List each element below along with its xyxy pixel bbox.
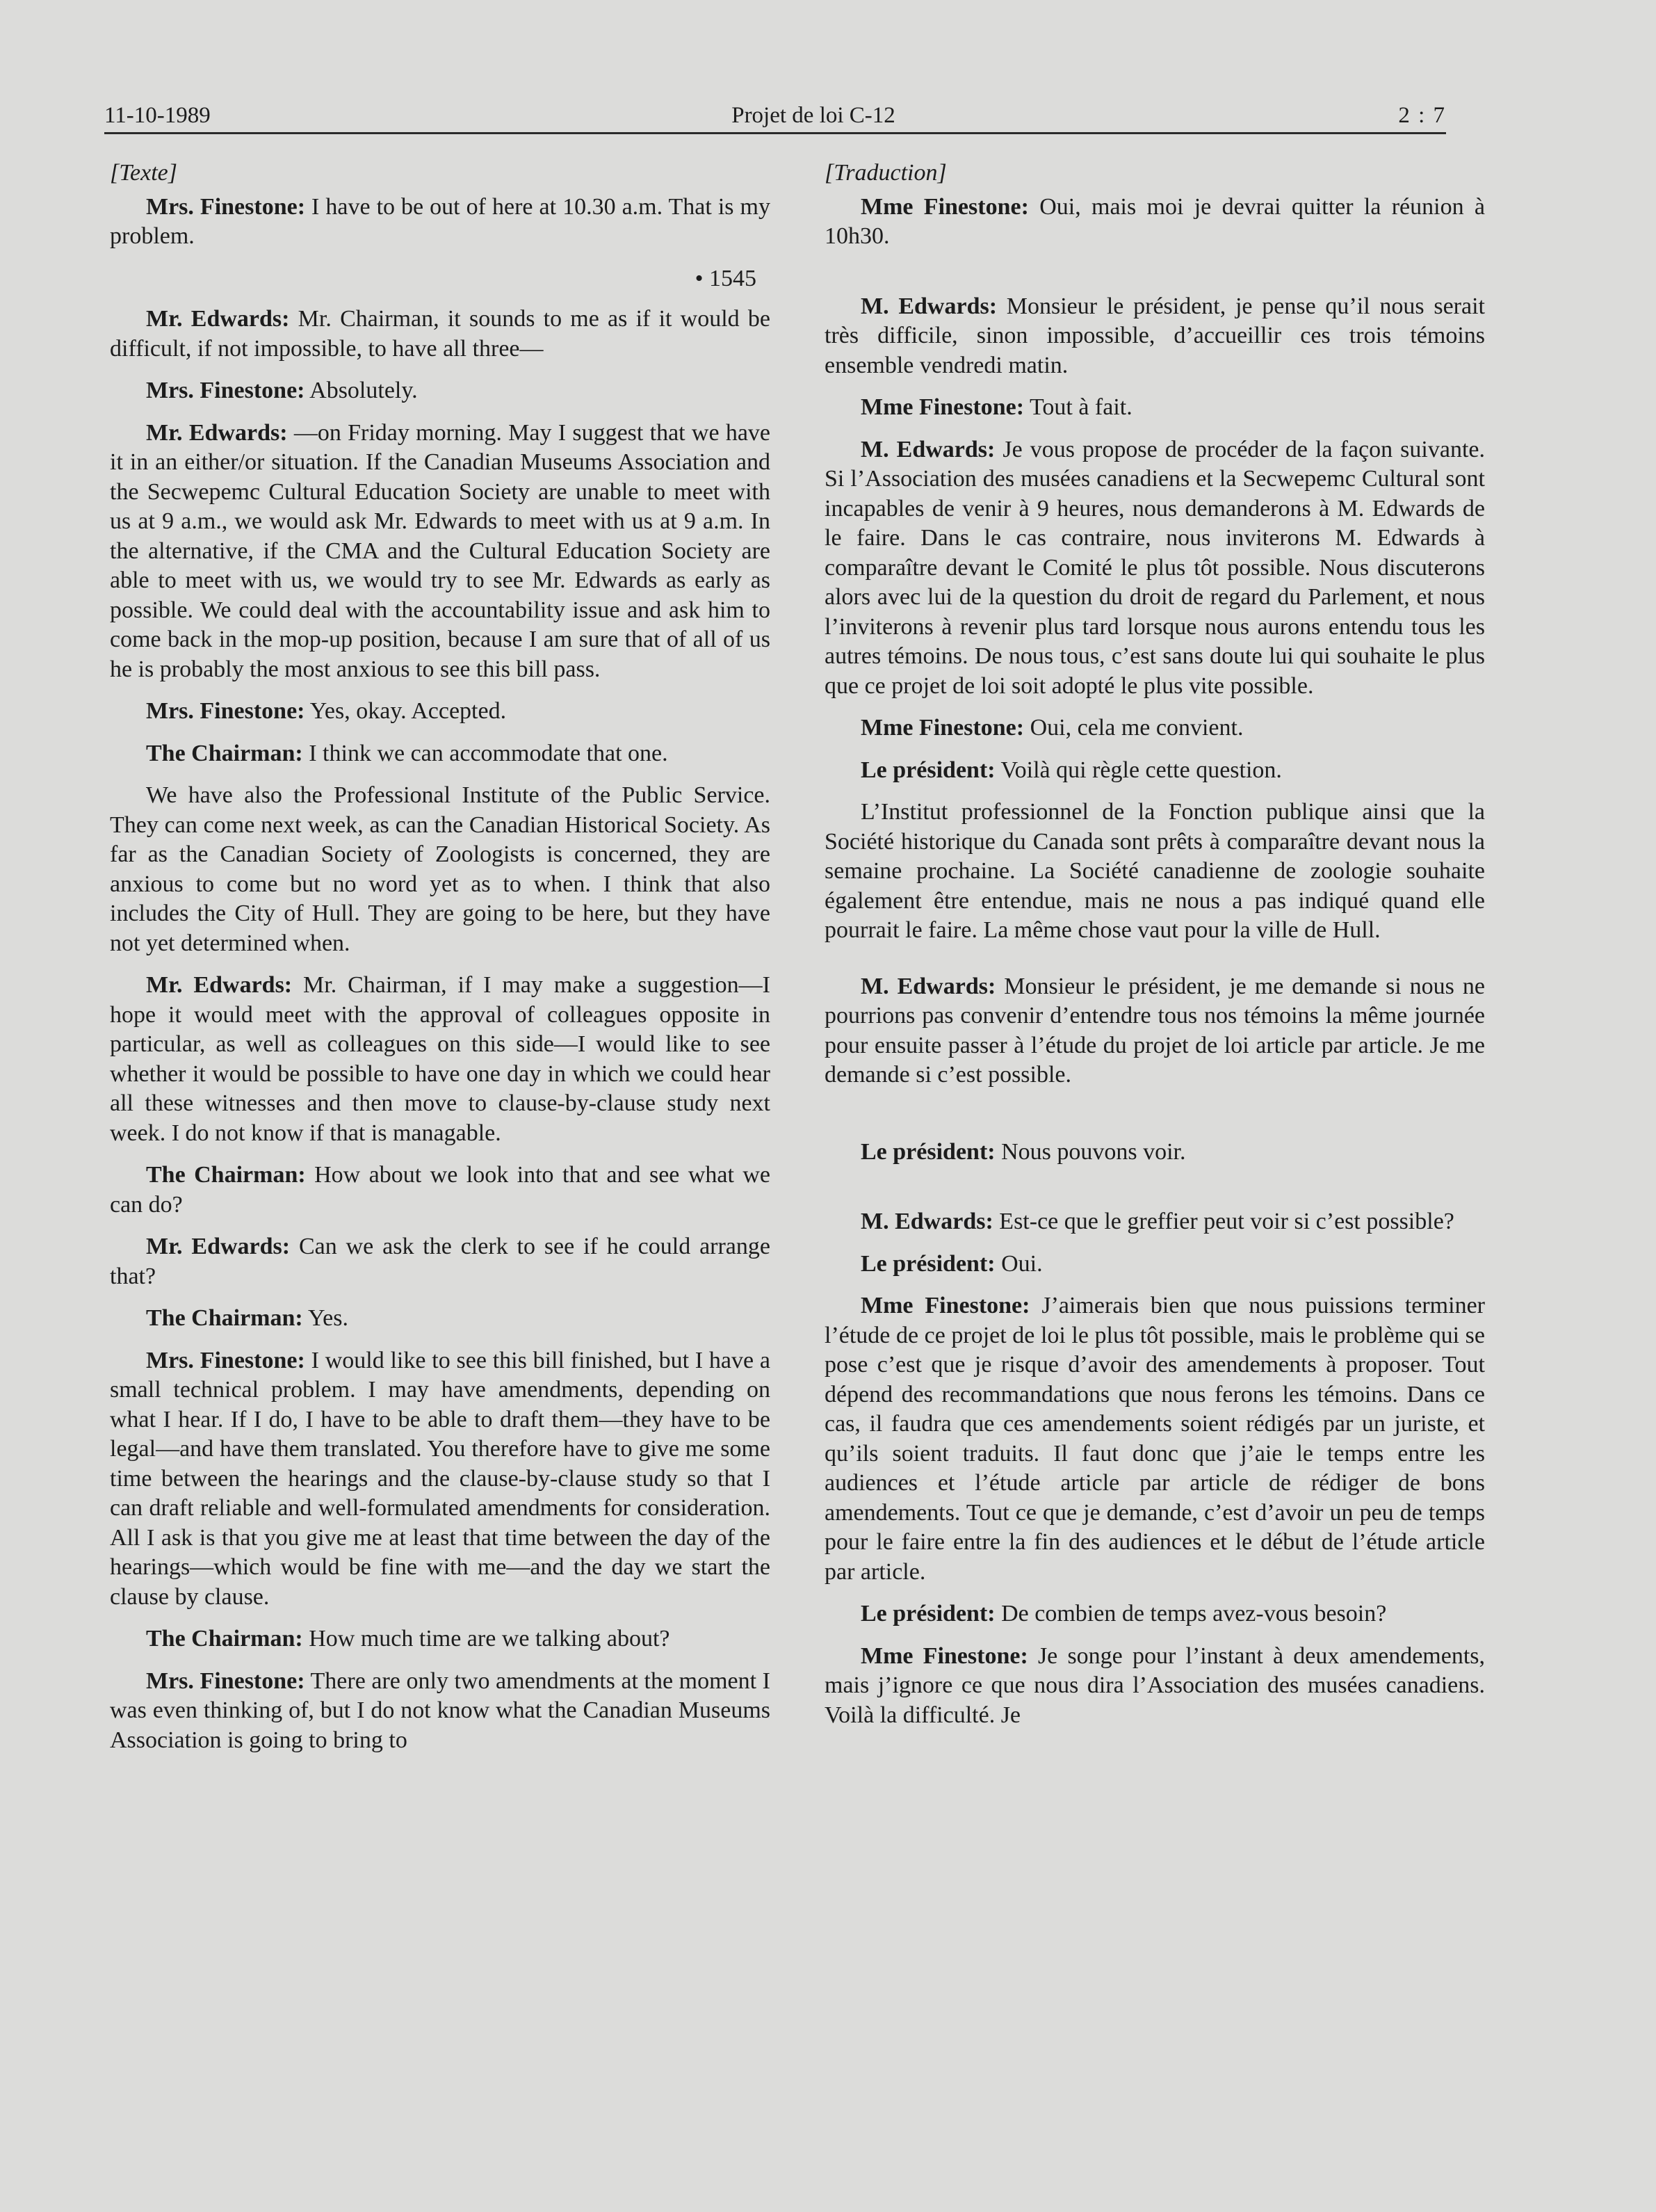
speaker-name: Mr. Edwards: [146, 419, 288, 446]
speech-text: We have also the Professional Institute of the Public Service. They can come next week, as can the Canadian Historical Society. As far as the Canadian Society of Zoologists is concerned, they are anxious to come but no word yet as to when. I think that also includes the City of Hull. They are going to be here, but they have not yet determined when. [110, 782, 770, 956]
speech-text: There are only two amendments at the moment I was even thinking of, but I do not know what the Canadian Museums Association is going to bring to [110, 1668, 770, 1753]
transcript-paragraph [825, 713, 1485, 743]
transcript-paragraph [110, 739, 770, 769]
transcript-paragraph [825, 1599, 1485, 1629]
speaker-name: M. Edwards: [861, 293, 998, 319]
speaker-name: Le président: [861, 1601, 996, 1626]
speech-text: Voilà qui règle cette question. [995, 757, 1282, 783]
speaker-name: Mme Finestone: [861, 193, 1029, 220]
speaker-name: Mme Finestone: [861, 715, 1025, 741]
speech-text: Yes, okay. Accepted. [305, 698, 507, 724]
speech-text: De combien de temps avez-vous besoin? [995, 1601, 1387, 1626]
speech-text: Mr. Chairman, if I may make a suggestion—I hope it would meet with the approval of colleagues opposite in particular, as well as colleagues on this side—I would like to see whether it would be possible to have one day in which we could hear all these witnesses and then move to clause-by-clause study next week. I do not know if that is managable. [110, 972, 770, 1146]
transcript-paragraph [825, 292, 1485, 381]
speech-text: Oui, cela me convient. [1024, 715, 1244, 741]
transcript-paragraph [110, 1346, 770, 1613]
transcript-paragraph [825, 435, 1485, 702]
speaker-name: Le président: [861, 1138, 996, 1165]
speech-text: J’aimerais bien que nous puissions terminer l’étude de ce projet de loi le plus tôt possible, mais le problème qui se pose c’est que je risque d’avoir des amendements à proposer. Tout dépend des recommandations que nous ferons les témoins. Dans ce cas, il faudra que ces amendements soient rédigés par un juriste, et qu’ils soient traduits. Il faut donc que j’aie le temps entre les audiences et l’étude article par article de rédiger de bons amendements. Tout ce que je demande, c’est d’avoir un peu de temps pour le faire entre la fin des audiences et le début de l’étude article par article. [825, 1293, 1485, 1585]
transcript-paragraph [110, 376, 770, 406]
speaker-name: Mr. Edwards: [146, 306, 290, 332]
transcript-paragraph [825, 1207, 1485, 1237]
speech-text: I have to be out of here at 10.30 a.m. That is my problem. [110, 193, 770, 249]
transcript-paragraph [110, 193, 770, 252]
transcript-paragraph [110, 1232, 770, 1291]
speaker-name: Mrs. Finestone: [146, 378, 305, 403]
transcript-paragraph [110, 971, 770, 1148]
header-rule [104, 132, 1446, 134]
speech-text: I would like to see this bill finished, but I have a small technical problem. I may have amendments, depending on what I hear. If I do, I have to be able to draft them—they have to be legal—and have them translated. You therefore have to give me some time between the hearings and the clause-by-clause study so that I can draft reliable and well-formulated amendments for consideration. All I ask is that you give me at least that time between the day of the hearings—which would be fine with me—and the day we start the clause by clause. [110, 1347, 770, 1610]
speaker-name: The Chairman: [146, 740, 303, 766]
lang-marker-text: [Traduction] [825, 160, 947, 186]
english-column [110, 159, 770, 1768]
speech-text: Je songe pour l’instant à deux amendements, mais j’ignore ce que nous dira l’Association des musées canadiens. Voilà la difficulté. Je [825, 1642, 1485, 1728]
speech-text: Est-ce que le greffier peut voir si c’est possible? [993, 1209, 1454, 1234]
speaker-name: Mr. Edwards: [146, 972, 293, 998]
speaker-name: Mrs. Finestone: [146, 1668, 305, 1694]
transcript-paragraph [825, 1250, 1485, 1279]
speech-text: How about we look into that and see what we can do? [110, 1162, 770, 1218]
transcript-paragraph [110, 697, 770, 727]
speech-text: Tout à fait. [1024, 394, 1133, 420]
speaker-name: Le président: [861, 1250, 996, 1277]
spacer [825, 1103, 1485, 1138]
spacer [825, 1179, 1485, 1207]
speaker-name: The Chairman: [146, 1626, 303, 1652]
speaker-name: Le président: [861, 757, 996, 783]
header-title: Projet de loi C-12 [731, 103, 895, 128]
speaker-name: The Chairman: [146, 1162, 306, 1188]
transcript-paragraph [825, 1138, 1485, 1168]
spacer [825, 958, 1485, 972]
transcript-paragraph [825, 756, 1485, 786]
timestamp: • 1545 [695, 265, 756, 291]
lang-marker-text: [Texte] [110, 160, 177, 186]
transcript-paragraph [110, 1667, 770, 1756]
speech-text: Mr. Chairman, it sounds to me as if it would be difficult, if not impossible, to have all three— [110, 306, 770, 362]
speaker-name: Mme Finestone: [861, 394, 1025, 420]
speaker-name: M. Edwards: [861, 1209, 993, 1234]
speech-text: Je vous propose de procéder de la façon suivante. Si l’Association des musées canadiens et la Secwepemc Cultural sont incapables de venir à 9 heures, nous demanderons à M. Edwards de le faire. Dans le cas contraire, nous inviterons M. Edwards à comparaître devant le Comité le plus tôt possible. Nous discuterons alors avec lui de la question du droit de regard du Parlement, et nous l’inviterons à revenir plus tard lorsque nous aurons entendu tous les autres témoins. De nous tous, c’est sans doute lui qui souhaite le plus que ce projet de loi soit adopté le plus vite possible. [825, 436, 1485, 699]
transcript-paragraph [825, 972, 1485, 1090]
speaker-name: The Chairman: [146, 1305, 303, 1331]
speech-text: Oui, mais moi je devrai quitter la réunion à 10h30. [825, 193, 1485, 249]
speech-text: Absolutely. [305, 378, 418, 403]
speech-text: Monsieur le président, je me demande si nous ne pourrions pas convenir d’entendre tous nos témoins la même journée pour ensuite passer à l’étude du projet de loi article par article. Je me demande si c’est possible. [825, 973, 1485, 1088]
speech-text: Can we ask the clerk to see if he could arrange that? [110, 1234, 770, 1289]
transcript-paragraph [825, 193, 1485, 252]
transcript-paragraph [825, 1291, 1485, 1587]
transcript-paragraph [825, 1642, 1485, 1731]
speech-text: Yes. [302, 1305, 348, 1331]
speaker-name: Mme Finestone: [861, 1293, 1030, 1318]
speaker-name: Mr. Edwards: [146, 1234, 291, 1259]
header-date: 11-10-1989 [104, 103, 211, 128]
speech-text: Nous pouvons voir. [995, 1138, 1186, 1165]
transcript-paragraph [110, 781, 770, 958]
transcript-paragraph [110, 1161, 770, 1220]
transcript-paragraph [110, 1624, 770, 1654]
french-column [825, 159, 1485, 1743]
speech-text: —on Friday morning. May I suggest that we have it in an either/or situation. If the Canadian Museums Association and the Secwepemc Cultural Education Society are unable to meet with us at 9 a.m., we would ask Mr. Edwards to meet with us at 9 a.m. In the alternative, if the CMA and the Cultural Education Society are able to meet with us, we would try to see Mr. Edwards as early as possible. We could deal with the accountability issue and ask him to come back in the mop-up position, because I am sure that of all of us he is probably the most anxious to see this bill pass. [110, 419, 771, 682]
header-page-number: 2 : 7 [1398, 103, 1446, 128]
speech-text: Oui. [995, 1250, 1043, 1277]
speaker-name: M. Edwards: [861, 436, 996, 462]
transcript-paragraph [110, 419, 770, 685]
transcript-paragraph [110, 305, 770, 364]
speech-text: I think we can accommodate that one. [302, 740, 668, 766]
speech-text: L’Institut professionnel de la Fonction publique ainsi que la Société historique du Canada sont prêts à comparaître devant nous la semaine prochaine. La Société canadienne de zoologie souhaite également être entendue, mais ne nous a pas indiqué quand elle pourrait le faire. La même chose vaut pour la ville de Hull. [825, 799, 1485, 943]
speaker-name: Mrs. Finestone: [146, 193, 306, 220]
speech-text: Monsieur le président, je pense qu’il nous serait très difficile, sinon impossible, d’accueillir ces trois témoins ensemble vendredi matin. [825, 293, 1485, 378]
transcript-paragraph [110, 1304, 770, 1334]
speech-text: How much time are we talking about? [302, 1626, 670, 1652]
transcript-paragraph [825, 393, 1485, 423]
speaker-name: Mrs. Finestone: [146, 1347, 305, 1373]
speaker-name: Mrs. Finestone: [146, 698, 305, 724]
speaker-name: M. Edwards: [861, 973, 996, 999]
transcript-paragraph [825, 798, 1485, 946]
spacer [825, 264, 1485, 292]
speaker-name: Mme Finestone: [861, 1642, 1028, 1669]
